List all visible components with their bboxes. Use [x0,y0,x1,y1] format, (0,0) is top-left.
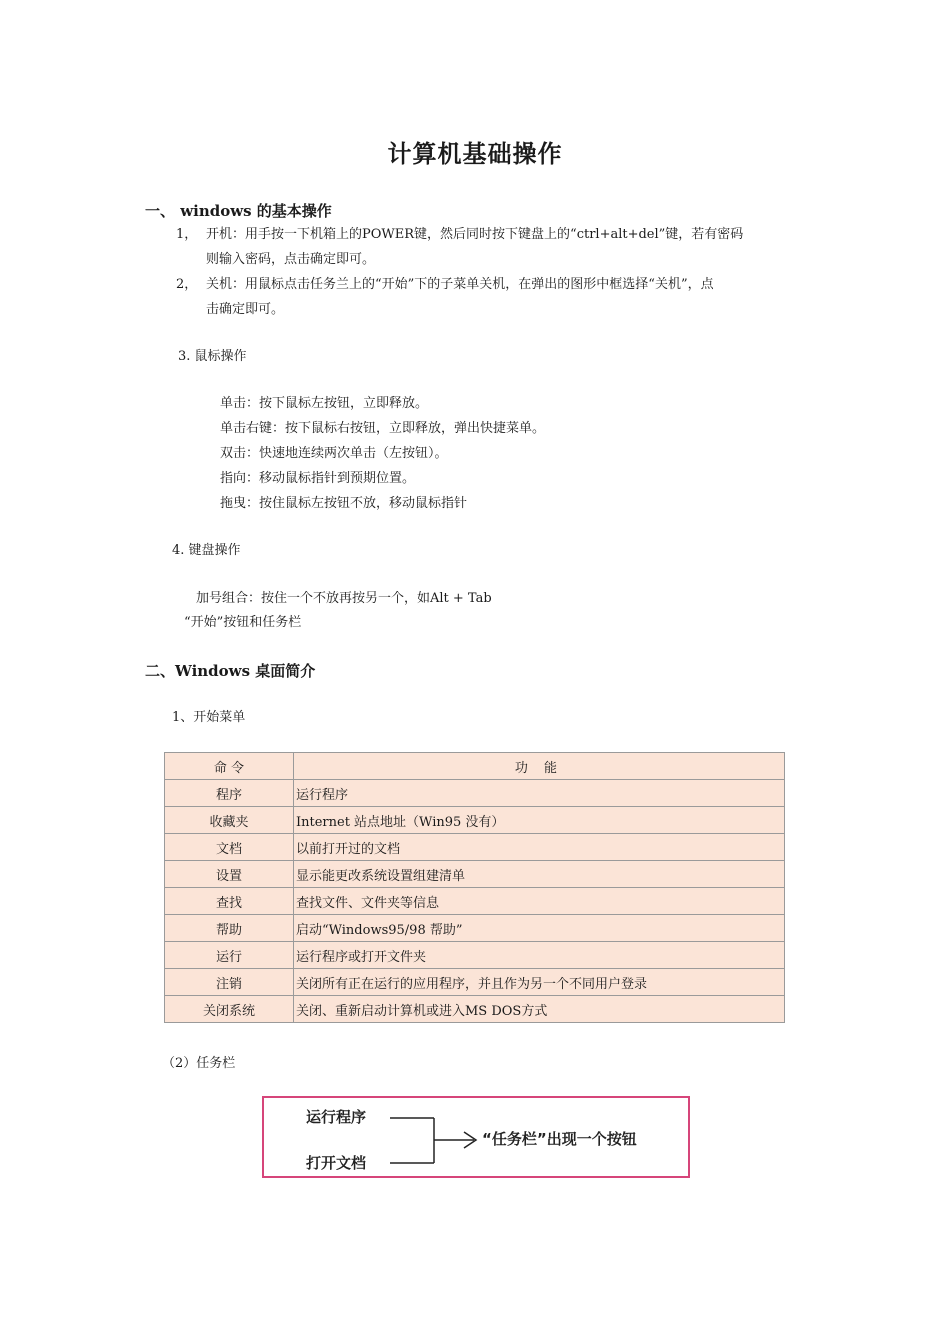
keyboard-combo: 加号组合：按住一个不放再按另一个，如Alt + Tab [196,591,492,606]
section-2-heading: 二、Windows 桌面简介 [145,662,316,680]
mouse-op-point: 指向：移动鼠标指针到预期位置。 [220,471,416,486]
mouse-op-drag: 拖曳：按住鼠标左按钮不放，移动鼠标指针 [220,496,468,511]
taskbar-diagram [262,1096,690,1178]
keyboard-heading: 4. 键盘操作 [172,543,241,558]
header-function: 功 能 [294,753,785,780]
table-row [165,942,785,969]
item-2-line2: 击确定即可。 [206,302,285,317]
diagram-input-open: 打开文档 [306,1154,367,1172]
cell-function: 关闭所有正在运行的应用程序，并且作为另一个不同用户登录 [294,969,785,996]
cell-command: 收藏夹 [165,807,294,834]
start-menu-table [164,752,785,1023]
cell-command: 查找 [165,888,294,915]
item-2-line1: 关机：用鼠标点击任务兰上的“开始”下的子菜单关机，在弹出的图形中框选择“关机”，点 [206,277,714,292]
page-title: 计算机基础操作 [387,140,563,168]
mouse-op-right-click: 单击右键：按下鼠标右按钮，立即释放，弹出快捷菜单。 [220,421,546,436]
start-menu-subheading: 1、开始菜单 [172,710,246,725]
cell-command: 帮助 [165,915,294,942]
cell-function: 以前打开过的文档 [294,834,785,861]
diagram-result: “任务栏”出现一个按钮 [482,1130,637,1148]
header-command: 命 令 [165,753,294,780]
table-header-row [165,753,785,780]
cell-command: 设置 [165,861,294,888]
item-1 [176,222,743,272]
cell-function: 运行程序 [294,780,785,807]
mouse-ops-list [220,391,545,516]
table-row [165,969,785,996]
cell-command: 注销 [165,969,294,996]
mouse-op-double-click: 双击：快速地连续两次单击（左按钮）。 [220,446,448,461]
cell-function: Internet 站点地址（Win95 没有） [294,807,785,834]
taskbar-subheading: （2）任务栏 [162,1056,236,1071]
table-row [165,834,785,861]
table-row [165,807,785,834]
table-row [165,780,785,807]
table-row [165,888,785,915]
cell-command: 程序 [165,780,294,807]
cell-function: 显示能更改系统设置组建清单 [294,861,785,888]
item-2-number: 2， [176,277,198,292]
item-1-line1: 开机：用手按一下机箱上的POWER键，然后同时按下键盘上的“ctrl+alt+del”键，若有密码 [206,227,744,242]
cell-function: 运行程序或打开文件夹 [294,942,785,969]
section-1-heading: 一、 windows 的基本操作 [145,202,332,220]
item-1-number: 1， [176,227,198,242]
cell-command: 关闭系统 [165,996,294,1023]
cell-command: 文档 [165,834,294,861]
cell-command: 运行 [165,942,294,969]
table-row [165,996,785,1023]
cell-function: 启动“Windows95/98 帮助” [294,915,785,942]
item-1-line2: 则输入密码，点击确定即可。 [206,252,376,267]
table-row [165,861,785,888]
start-taskbar-label: “开始”按钮和任务栏 [184,615,302,630]
mouse-heading: 3. 鼠标操作 [178,349,247,364]
mouse-op-click: 单击：按下鼠标左按钮，立即释放。 [220,396,429,411]
diagram-input-run: 运行程序 [306,1108,367,1126]
cell-function: 关闭、重新启动计算机或进入MS DOS方式 [294,996,785,1023]
cell-function: 查找文件、文件夹等信息 [294,888,785,915]
table-row [165,915,785,942]
item-2 [176,272,714,322]
